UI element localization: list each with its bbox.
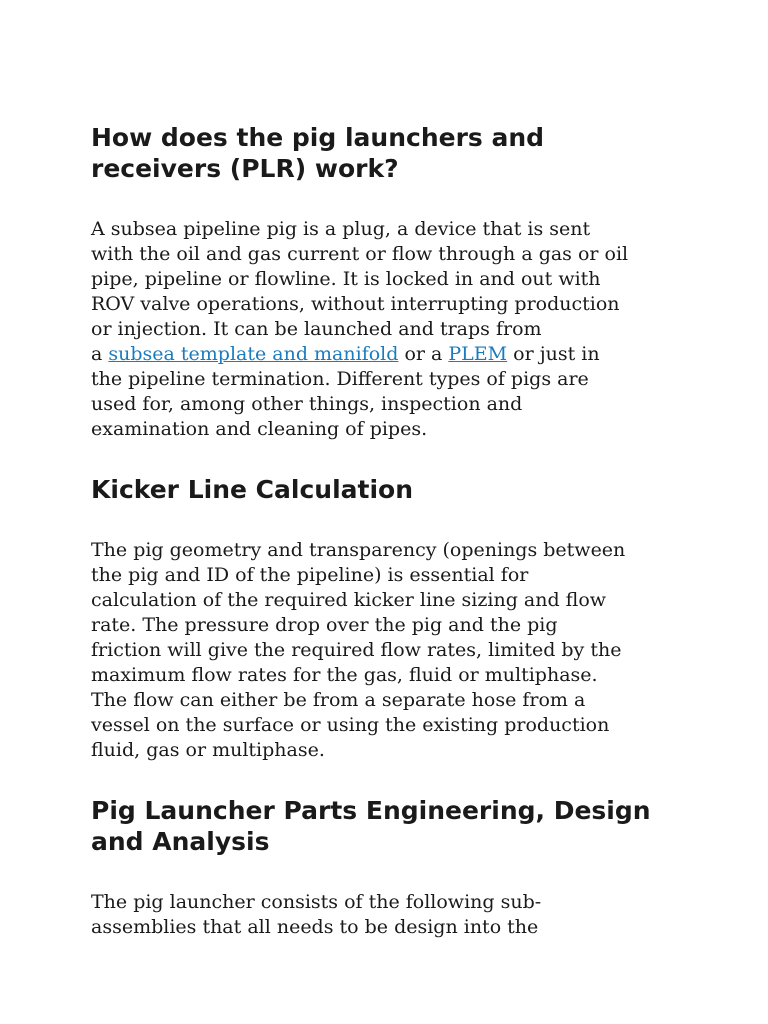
text-fragment: or just in (507, 343, 600, 365)
paragraph-line-with-links (91, 342, 691, 367)
paragraph-line: The flow can either be from a separate hose from a (91, 689, 586, 711)
paragraph-launcher-parts (91, 890, 691, 940)
section-heading-plr (91, 122, 691, 184)
paragraph-line: vessel on the surface or using the existing production (91, 714, 610, 736)
section-heading-launcher-parts (91, 795, 691, 857)
heading-line: How does the pig launchers and (91, 123, 545, 152)
paragraph-line: the pig and ID of the pipeline) is essential for (91, 564, 529, 586)
paragraph-line: ROV valve operations, without interrupting production (91, 293, 620, 315)
paragraph-line: pipe, pipeline or flowline. It is locked in and out with (91, 268, 601, 290)
paragraph-line: The pig geometry and transparency (openings between (91, 539, 626, 561)
paragraph-plr (91, 217, 691, 442)
paragraph-line: calculation of the required kicker line sizing and flow (91, 589, 607, 611)
text-fragment: or a (398, 343, 449, 365)
paragraph-line: rate. The pressure drop over the pig and the pig (91, 614, 558, 636)
paragraph-line: The pig launcher consists of the following sub- (91, 891, 542, 913)
paragraph-line: used for, among other things, inspection and (91, 393, 523, 415)
article-body (91, 120, 691, 940)
heading-line: and Analysis (91, 827, 270, 856)
link-subsea-template-manifold[interactable]: subsea template and manifold (108, 343, 399, 365)
section-heading-kicker-line (91, 474, 691, 505)
paragraph-line: friction will give the required flow rates, limited by the (91, 639, 622, 661)
paragraph-line: assemblies that all needs to be design into the (91, 916, 539, 938)
heading-line: Kicker Line Calculation (91, 475, 413, 504)
text-fragment: a (91, 343, 109, 365)
paragraph-line: the pipeline termination. Different types of pigs are (91, 368, 589, 390)
heading-line: receivers (PLR) work? (91, 154, 399, 183)
heading-line: Pig Launcher Parts Engineering, Design (91, 796, 651, 825)
paragraph-line: maximum flow rates for the gas, fluid or multiphase. (91, 664, 598, 686)
paragraph-line: with the oil and gas current or flow through a gas or oil (91, 243, 629, 265)
paragraph-kicker-line (91, 538, 691, 763)
paragraph-line: A subsea pipeline pig is a plug, a device that is sent (91, 218, 591, 240)
link-plem[interactable]: PLEM (448, 343, 508, 365)
paragraph-line: fluid, gas or multiphase. (91, 739, 325, 761)
paragraph-line: examination and cleaning of pipes. (91, 418, 428, 440)
paragraph-line: or injection. It can be launched and traps from (91, 318, 542, 340)
